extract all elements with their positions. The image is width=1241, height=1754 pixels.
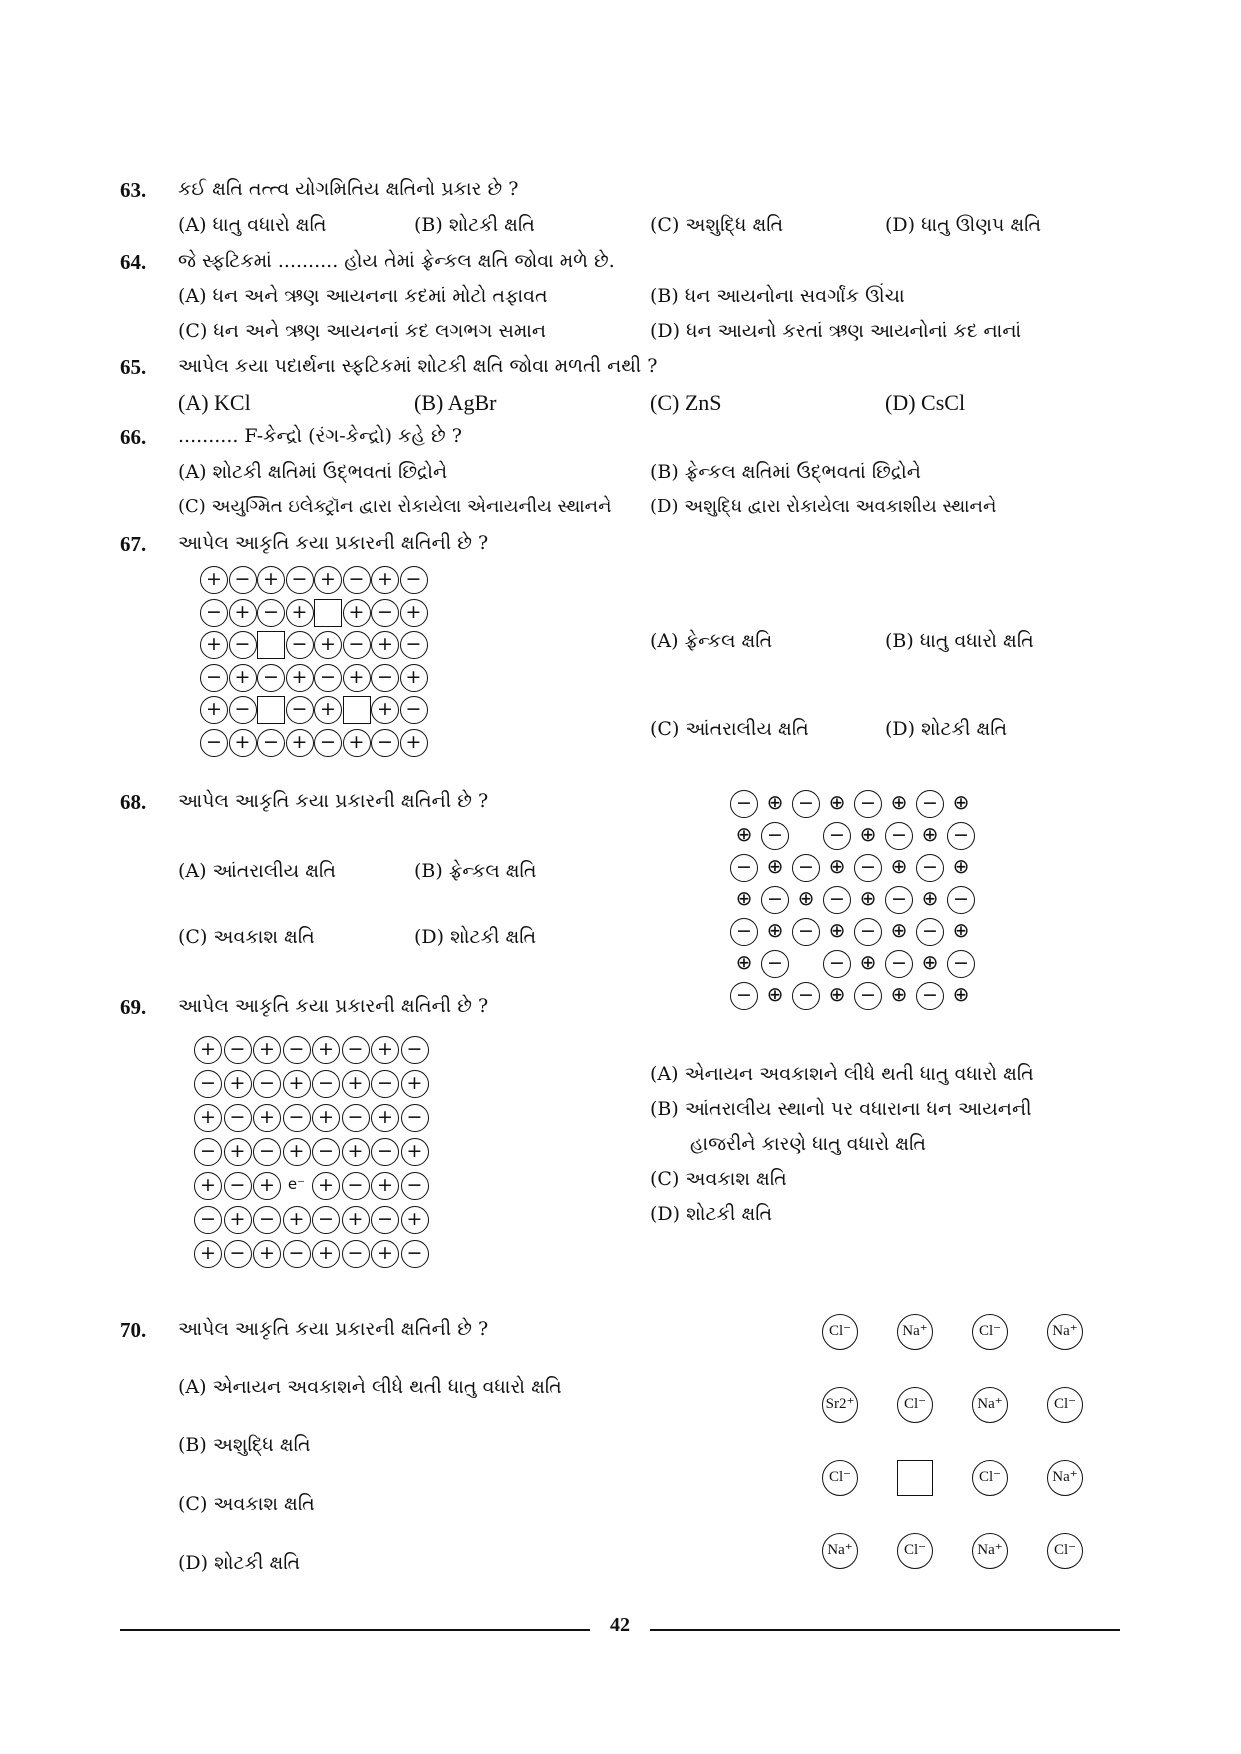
- option-a: (A) એનાયન અવકાશને લીધે થતી ધાતુ વધારો ક્ષતિ: [178, 1376, 562, 1398]
- anion-circle: −: [401, 1172, 429, 1200]
- trapped-electron: e⁻: [287, 1175, 306, 1193]
- option-b: (B) AgBr: [414, 390, 497, 415]
- anion-circle: −: [947, 822, 975, 850]
- anion-circle: −: [200, 729, 228, 757]
- anion-circle: −: [229, 696, 257, 724]
- cation-mark: ⊕: [859, 822, 877, 846]
- cation-mark: ⊕: [890, 854, 908, 878]
- cation-mark: ⊕: [766, 918, 784, 942]
- cation-circle: +: [371, 1036, 399, 1064]
- anion-circle: −: [371, 1206, 399, 1234]
- cation-mark: ⊕: [890, 982, 908, 1006]
- cation-circle: +: [283, 1138, 311, 1166]
- option-d: (D) શોટકી ક્ષતિ: [178, 1552, 301, 1574]
- anion-circle: −: [371, 599, 399, 627]
- vacancy-square: [257, 631, 285, 659]
- anion-circle: −: [224, 1172, 252, 1200]
- cation-circle: +: [257, 566, 285, 594]
- option-d: (D) અશુદ્ધિ દ્વારા રોકાયેલા અવકાશીય સ્થાનને: [650, 496, 997, 517]
- cation-circle: +: [314, 631, 342, 659]
- option-d: (D) CsCl: [885, 390, 966, 415]
- anion-circle: −: [401, 1104, 429, 1132]
- cation-mark: ⊕: [952, 790, 970, 814]
- option-b-continued: હાજરીને કારણે ધાતુ વધારો ક્ષતિ: [690, 1133, 926, 1155]
- cation-mark: ⊕: [828, 790, 846, 814]
- cation-mark: ⊕: [797, 886, 815, 910]
- anion-circle: −: [312, 1138, 340, 1166]
- ion-circle: Cl⁻: [1047, 1533, 1083, 1569]
- cation-circle: +: [343, 599, 371, 627]
- cation-circle: +: [401, 1138, 429, 1166]
- option-d: (D) ધન આયનો કરતાં ઋણ આયનોનાં કદ નાનાં: [650, 320, 1022, 342]
- anion-circle: −: [283, 1104, 311, 1132]
- ion-circle: Na⁺: [1047, 1314, 1083, 1350]
- anion-circle: −: [257, 599, 285, 627]
- cation-mark: ⊕: [952, 854, 970, 878]
- vacancy-square: [343, 696, 371, 724]
- anion-circle: −: [371, 1070, 399, 1098]
- anion-circle: −: [916, 918, 944, 946]
- cation-circle: +: [286, 729, 314, 757]
- cation-mark: ⊕: [735, 886, 753, 910]
- cation-circle: +: [343, 729, 371, 757]
- cation-mark: ⊕: [828, 982, 846, 1006]
- anion-circle: −: [730, 982, 758, 1010]
- anion-circle: −: [286, 696, 314, 724]
- anion-circle: −: [730, 854, 758, 882]
- cation-circle: +: [194, 1240, 222, 1268]
- cation-circle: +: [371, 696, 399, 724]
- question-number: 66.: [120, 425, 147, 449]
- footer-rule-right: [650, 1629, 1120, 1631]
- cation-circle: +: [253, 1104, 281, 1132]
- question-number: 69.: [120, 995, 147, 1019]
- anion-circle: −: [312, 1070, 340, 1098]
- cation-circle: +: [194, 1172, 222, 1200]
- anion-circle: −: [342, 1172, 370, 1200]
- anion-circle: −: [916, 790, 944, 818]
- anion-circle: −: [229, 631, 257, 659]
- anion-circle: −: [286, 566, 314, 594]
- cation-mark: ⊕: [921, 950, 939, 974]
- cation-circle: +: [342, 1206, 370, 1234]
- option-c: (C) અશુદ્ધિ ક્ષતિ: [650, 214, 784, 236]
- anion-circle: −: [916, 982, 944, 1010]
- cation-circle: +: [224, 1206, 252, 1234]
- option-b: (B) ધન આયનોના સવર્ગાંક ઊંચા: [650, 285, 905, 307]
- cation-circle: +: [229, 664, 257, 692]
- anion-circle: −: [343, 566, 371, 594]
- cation-circle: +: [286, 599, 314, 627]
- vacancy-square: [257, 696, 285, 724]
- ion-circle: Na⁺: [1047, 1460, 1083, 1496]
- cation-circle: +: [312, 1036, 340, 1064]
- anion-circle: −: [730, 918, 758, 946]
- anion-circle: −: [343, 631, 371, 659]
- anion-circle: −: [400, 696, 428, 724]
- question-text: આપેલ આકૃતિ કયા પ્રકારની ક્ષતિની છે ?: [178, 532, 489, 554]
- cation-circle: +: [342, 1070, 370, 1098]
- cation-mark: ⊕: [890, 918, 908, 942]
- anion-circle: −: [947, 950, 975, 978]
- anion-circle: −: [253, 1206, 281, 1234]
- ion-circle: Cl⁻: [822, 1460, 858, 1496]
- anion-circle: −: [401, 1036, 429, 1064]
- option-a: (A) ધાતુ વધારો ક્ષતિ: [178, 214, 327, 236]
- cation-circle: +: [283, 1070, 311, 1098]
- option-a: (A) આંતરાલીય ક્ષતિ: [178, 860, 336, 882]
- anion-circle: −: [286, 631, 314, 659]
- option-d: (D) ધાતુ ઊણપ ક્ષતિ: [885, 214, 1042, 236]
- cation-circle: +: [229, 599, 257, 627]
- option-d: (D) શોટકી ક્ષતિ: [885, 718, 1008, 740]
- option-c: (C) અયુગ્મિત ઇલેક્ટ્રૉન દ્વારા રોકાયેલા એનાયનીય સ્થાનને: [178, 496, 612, 517]
- cation-mark: ⊕: [890, 790, 908, 814]
- question-text: આપેલ આકૃતિ કયા પ્રકારની ક્ષતિની છે ?: [178, 1318, 489, 1340]
- cation-circle: +: [200, 631, 228, 659]
- cation-circle: +: [342, 1138, 370, 1166]
- question-number: 67.: [120, 532, 147, 556]
- anion-circle: −: [200, 599, 228, 627]
- option-c: (C) આંતરાલીય ક્ષતિ: [650, 718, 809, 740]
- ion-circle: Cl⁻: [1047, 1387, 1083, 1423]
- anion-circle: −: [761, 886, 789, 914]
- option-b: (B) ફ્રેન્કલ ક્ષતિમાં ઉદ્ભવતાં છિદ્રોને: [650, 461, 921, 483]
- ion-circle: Na⁺: [972, 1533, 1008, 1569]
- ion-circle: Na⁺: [897, 1314, 933, 1350]
- cation-mark: ⊕: [952, 918, 970, 942]
- anion-circle: −: [885, 950, 913, 978]
- cation-circle: +: [371, 1172, 399, 1200]
- cation-circle: +: [371, 566, 399, 594]
- cation-circle: +: [194, 1036, 222, 1064]
- cation-circle: +: [343, 664, 371, 692]
- cation-circle: +: [253, 1240, 281, 1268]
- anion-circle: −: [314, 729, 342, 757]
- question-text: આપેલ આકૃતિ કયા પ્રકારની ક્ષતિની છે ?: [178, 995, 489, 1017]
- anion-circle: −: [283, 1240, 311, 1268]
- anion-circle: −: [854, 790, 882, 818]
- option-b: (B) અશુદ્ધિ ક્ષતિ: [178, 1434, 311, 1456]
- ion-circle: Sr2⁺: [822, 1387, 858, 1423]
- anion-circle: −: [823, 886, 851, 914]
- cation-circle: +: [314, 566, 342, 594]
- anion-circle: −: [224, 1240, 252, 1268]
- anion-circle: −: [823, 950, 851, 978]
- anion-circle: −: [194, 1070, 222, 1098]
- anion-circle: −: [253, 1070, 281, 1098]
- anion-circle: −: [314, 664, 342, 692]
- option-a: (A) શોટકી ક્ષતિમાં ઉદ્ભવતાં છિદ્રોને: [178, 461, 448, 483]
- option-b: (B) ધાતુ વધારો ક્ષતિ: [885, 630, 1034, 652]
- anion-circle: −: [885, 886, 913, 914]
- cation-circle: +: [400, 664, 428, 692]
- anion-circle: −: [823, 822, 851, 850]
- anion-circle: −: [854, 918, 882, 946]
- cation-mark: ⊕: [828, 918, 846, 942]
- cation-circle: +: [401, 1206, 429, 1234]
- cation-circle: +: [371, 1104, 399, 1132]
- cation-circle: +: [400, 599, 428, 627]
- option-d: (D) શોટકી ક્ષતિ: [414, 926, 537, 948]
- cation-circle: +: [312, 1104, 340, 1132]
- cation-circle: +: [400, 729, 428, 757]
- anion-circle: −: [342, 1036, 370, 1064]
- cation-circle: +: [194, 1104, 222, 1132]
- question-number: 68.: [120, 790, 147, 814]
- option-d: (D) શોટકી ક્ષતિ: [650, 1203, 773, 1225]
- ion-circle: Cl⁻: [822, 1314, 858, 1350]
- ion-circle: Cl⁻: [972, 1460, 1008, 1496]
- option-b: (B) આંતરાલીય સ્થાનો પર વધારાના ધન આયનની: [650, 1098, 1032, 1120]
- question-number: 64.: [120, 250, 147, 274]
- anion-circle: −: [342, 1104, 370, 1132]
- anion-circle: −: [194, 1206, 222, 1234]
- question-number: 63.: [120, 178, 147, 202]
- option-c: (C) ધન અને ઋણ આયનનાં કદ લગભગ સમાન: [178, 320, 547, 342]
- anion-circle: −: [792, 982, 820, 1010]
- cation-circle: +: [286, 664, 314, 692]
- anion-circle: −: [194, 1138, 222, 1166]
- anion-circle: −: [371, 729, 399, 757]
- option-b: (B) ફ્રેન્કલ ક્ષતિ: [414, 860, 537, 882]
- anion-circle: −: [229, 566, 257, 594]
- cation-mark: ⊕: [921, 822, 939, 846]
- anion-circle: −: [730, 790, 758, 818]
- anion-circle: −: [792, 918, 820, 946]
- option-c: (C) અવકાશ ક્ષતિ: [650, 1168, 787, 1190]
- option-c: (C) અવકાશ ક્ષતિ: [178, 926, 315, 948]
- cation-mark: ⊕: [921, 886, 939, 910]
- cation-circle: +: [224, 1070, 252, 1098]
- cation-mark: ⊕: [828, 854, 846, 878]
- cation-circle: +: [314, 696, 342, 724]
- vacancy-square: [897, 1460, 933, 1496]
- cation-mark: ⊕: [735, 822, 753, 846]
- cation-mark: ⊕: [735, 950, 753, 974]
- footer-rule-left: [120, 1629, 590, 1631]
- cation-circle: +: [371, 1240, 399, 1268]
- option-a: (A) ધન અને ઋણ આયનના કદમાં મોટો તફાવત: [178, 285, 548, 307]
- anion-circle: −: [792, 854, 820, 882]
- anion-circle: −: [916, 854, 944, 882]
- cation-circle: +: [253, 1036, 281, 1064]
- cation-circle: +: [312, 1172, 340, 1200]
- anion-circle: −: [257, 664, 285, 692]
- option-b: (B) શોટકી ક્ષતિ: [414, 214, 535, 236]
- option-a: (A) KCl: [178, 390, 251, 415]
- ion-circle: Cl⁻: [897, 1533, 933, 1569]
- option-a: (A) એનાયન અવકાશને લીધે થતી ધાતુ વધારો ક્ષતિ: [650, 1063, 1034, 1085]
- cation-mark: ⊕: [859, 950, 877, 974]
- ion-circle: Cl⁻: [897, 1387, 933, 1423]
- option-c: (C) ZnS: [650, 390, 722, 415]
- question-text: આપેલ આકૃતિ કયા પ્રકારની ક્ષતિની છે ?: [178, 790, 489, 812]
- question-text: .......... F-કેન્દ્રો (રંગ-કેન્દ્રો) કહે છે ?: [178, 425, 462, 447]
- anion-circle: −: [761, 950, 789, 978]
- cation-mark: ⊕: [859, 886, 877, 910]
- cation-mark: ⊕: [766, 854, 784, 878]
- ion-circle: Na⁺: [822, 1533, 858, 1569]
- question-text: કઈ ક્ષતિ તત્ત્વ યોગમિતિય ક્ષતિનો પ્રકાર છે ?: [178, 178, 519, 200]
- anion-circle: −: [257, 729, 285, 757]
- anion-circle: −: [885, 822, 913, 850]
- anion-circle: −: [792, 790, 820, 818]
- anion-circle: −: [253, 1138, 281, 1166]
- page-number: 42: [610, 1614, 630, 1636]
- anion-circle: −: [947, 886, 975, 914]
- cation-circle: +: [371, 631, 399, 659]
- anion-circle: −: [401, 1240, 429, 1268]
- option-c: (C) અવકાશ ક્ષતિ: [178, 1493, 315, 1515]
- anion-circle: −: [400, 631, 428, 659]
- anion-circle: −: [224, 1104, 252, 1132]
- cation-mark: ⊕: [766, 982, 784, 1006]
- anion-circle: −: [761, 822, 789, 850]
- cation-circle: +: [200, 566, 228, 594]
- ion-circle: Na⁺: [972, 1387, 1008, 1423]
- cation-mark: ⊕: [766, 790, 784, 814]
- cation-circle: +: [224, 1138, 252, 1166]
- cation-circle: +: [283, 1206, 311, 1234]
- question-number: 65.: [120, 355, 147, 379]
- question-number: 70.: [120, 1318, 147, 1342]
- anion-circle: −: [200, 664, 228, 692]
- vacancy-square: [314, 599, 342, 627]
- anion-circle: −: [371, 664, 399, 692]
- option-a: (A) ફ્રેન્કલ ક્ષતિ: [650, 630, 773, 652]
- anion-circle: −: [224, 1036, 252, 1064]
- anion-circle: −: [312, 1206, 340, 1234]
- anion-circle: −: [283, 1036, 311, 1064]
- anion-circle: −: [342, 1240, 370, 1268]
- cation-mark: ⊕: [952, 982, 970, 1006]
- anion-circle: −: [854, 982, 882, 1010]
- ion-circle: Cl⁻: [972, 1314, 1008, 1350]
- cation-circle: +: [312, 1240, 340, 1268]
- cation-circle: +: [401, 1070, 429, 1098]
- question-text: આપેલ કયા પદાર્થના સ્ફટિકમાં શોટકી ક્ષતિ જોવા મળતી નથી ?: [178, 355, 658, 377]
- cation-circle: +: [200, 696, 228, 724]
- anion-circle: −: [854, 854, 882, 882]
- cation-circle: +: [229, 729, 257, 757]
- question-text: જે સ્ફટિકમાં .......... હોય તેમાં ફ્રેન્કલ ક્ષતિ જોવા મળે છે.: [178, 250, 615, 272]
- anion-circle: −: [400, 566, 428, 594]
- cation-circle: +: [253, 1172, 281, 1200]
- anion-circle: −: [371, 1138, 399, 1166]
